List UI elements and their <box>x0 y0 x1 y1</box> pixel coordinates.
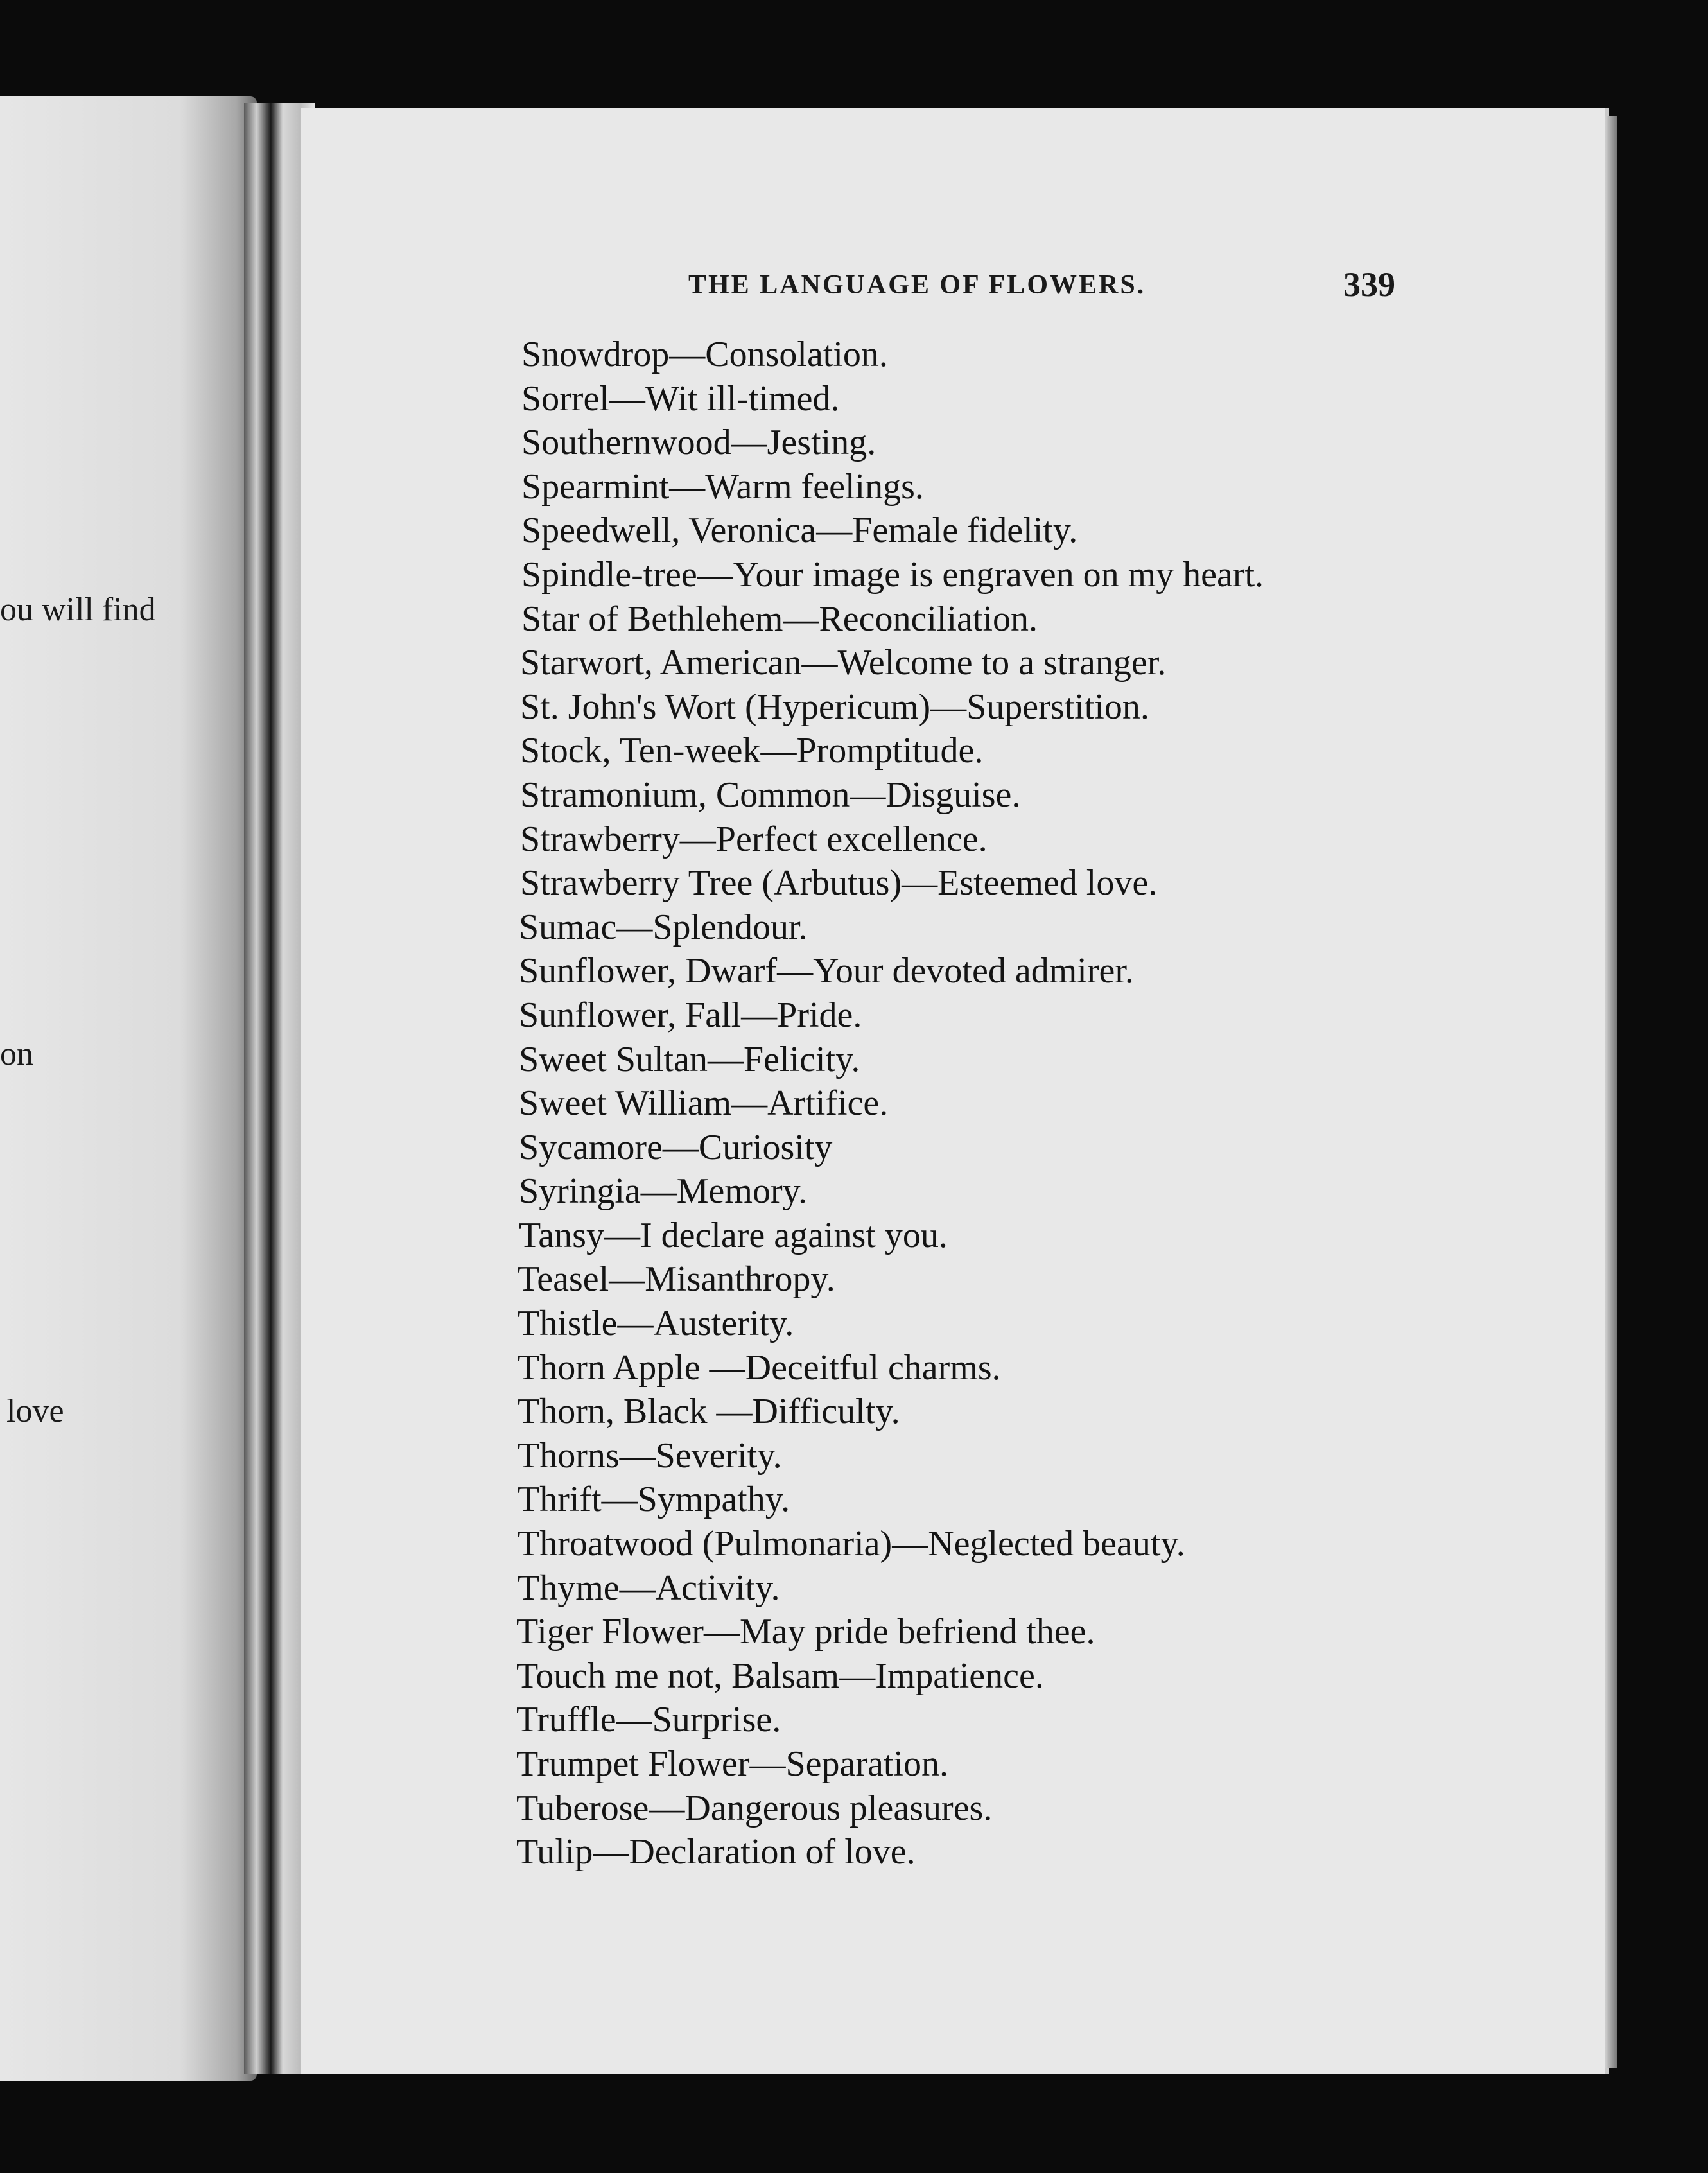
flower-entry: Tuberose—Dangerous pleasures. <box>516 1788 993 1828</box>
flower-entry: Star of Bethlehem—Reconciliation. <box>521 598 1038 639</box>
page-number: 339 <box>1343 265 1395 304</box>
flower-entry: Tulip—Declaration of love. <box>516 1832 916 1872</box>
flower-entry: Tiger Flower—May pride befriend thee. <box>516 1612 1095 1652</box>
flower-entry: Sycamore—Curiosity <box>519 1127 833 1167</box>
flower-entry: Spindle-tree—Your image is engraven on my heart. <box>521 554 1264 595</box>
flower-entry: Stock, Ten-week—Promptitude. <box>520 731 984 771</box>
flower-entry: Thrift—Sympathy. <box>518 1479 790 1520</box>
flower-entry: Teasel—Misanthropy. <box>518 1259 835 1300</box>
flower-entry: Throatwood (Pulmonaria)—Neglected beauty. <box>518 1524 1185 1564</box>
flower-entry: Sunflower, Fall—Pride. <box>519 995 862 1035</box>
flower-entry: Trumpet Flower—Separation. <box>516 1744 948 1784</box>
flower-entry: Thorn Apple —Deceitful charms. <box>518 1347 1001 1388</box>
flower-entry: Tansy—I declare against you. <box>519 1215 948 1255</box>
flower-entry: Sorrel—Wit ill-timed. <box>521 378 840 419</box>
flower-entry: Truffle—Surprise. <box>516 1700 781 1740</box>
flower-entry: Strawberry—Perfect excellence. <box>520 819 988 859</box>
flower-entry: Touch me not, Balsam—Impatience. <box>516 1655 1044 1696</box>
flower-entry: Thorns—Severity. <box>518 1435 782 1476</box>
flower-entry: Stramonium, Common—Disguise. <box>520 774 1021 815</box>
flower-entry: Sweet Sultan—Felicity. <box>519 1039 860 1079</box>
flower-entry: Speedwell, Veronica—Female fidelity. <box>521 511 1078 551</box>
flower-entry: Thorn, Black —Difficulty. <box>518 1392 900 1432</box>
flower-entry: Syringia—Memory. <box>519 1171 807 1212</box>
flower-meaning-list <box>516 333 1485 1874</box>
left-page-fragment: love <box>6 1393 64 1429</box>
left-page-fragment: ou will find <box>0 591 156 628</box>
left-page-fragment: on <box>0 1036 33 1072</box>
flower-entry: Spearmint—Warm feelings. <box>521 466 924 507</box>
flower-entry: Thyme—Activity. <box>518 1567 780 1608</box>
flower-entry: Sumac—Splendour. <box>519 907 808 947</box>
flower-entry: St. John's Wort (Hypericum)—Superstition. <box>520 686 1149 727</box>
page-edge <box>1605 116 1617 2068</box>
flower-entry: Sunflower, Dwarf—Your devoted admirer. <box>519 951 1134 991</box>
flower-entry: Sweet William—Artifice. <box>519 1083 889 1124</box>
flower-entry: Strawberry Tree (Arbutus)—Esteemed love. <box>520 863 1158 903</box>
running-title: THE LANGUAGE OF FLOWERS. <box>688 270 1146 300</box>
flower-entry: Snowdrop—Consolation. <box>521 335 888 374</box>
flower-entry: Southernwood—Jesting. <box>521 423 876 463</box>
flower-entry: Starwort, American—Welcome to a stranger. <box>520 643 1167 683</box>
left-page <box>0 96 257 2081</box>
flower-entry: Thistle—Austerity. <box>518 1304 794 1344</box>
